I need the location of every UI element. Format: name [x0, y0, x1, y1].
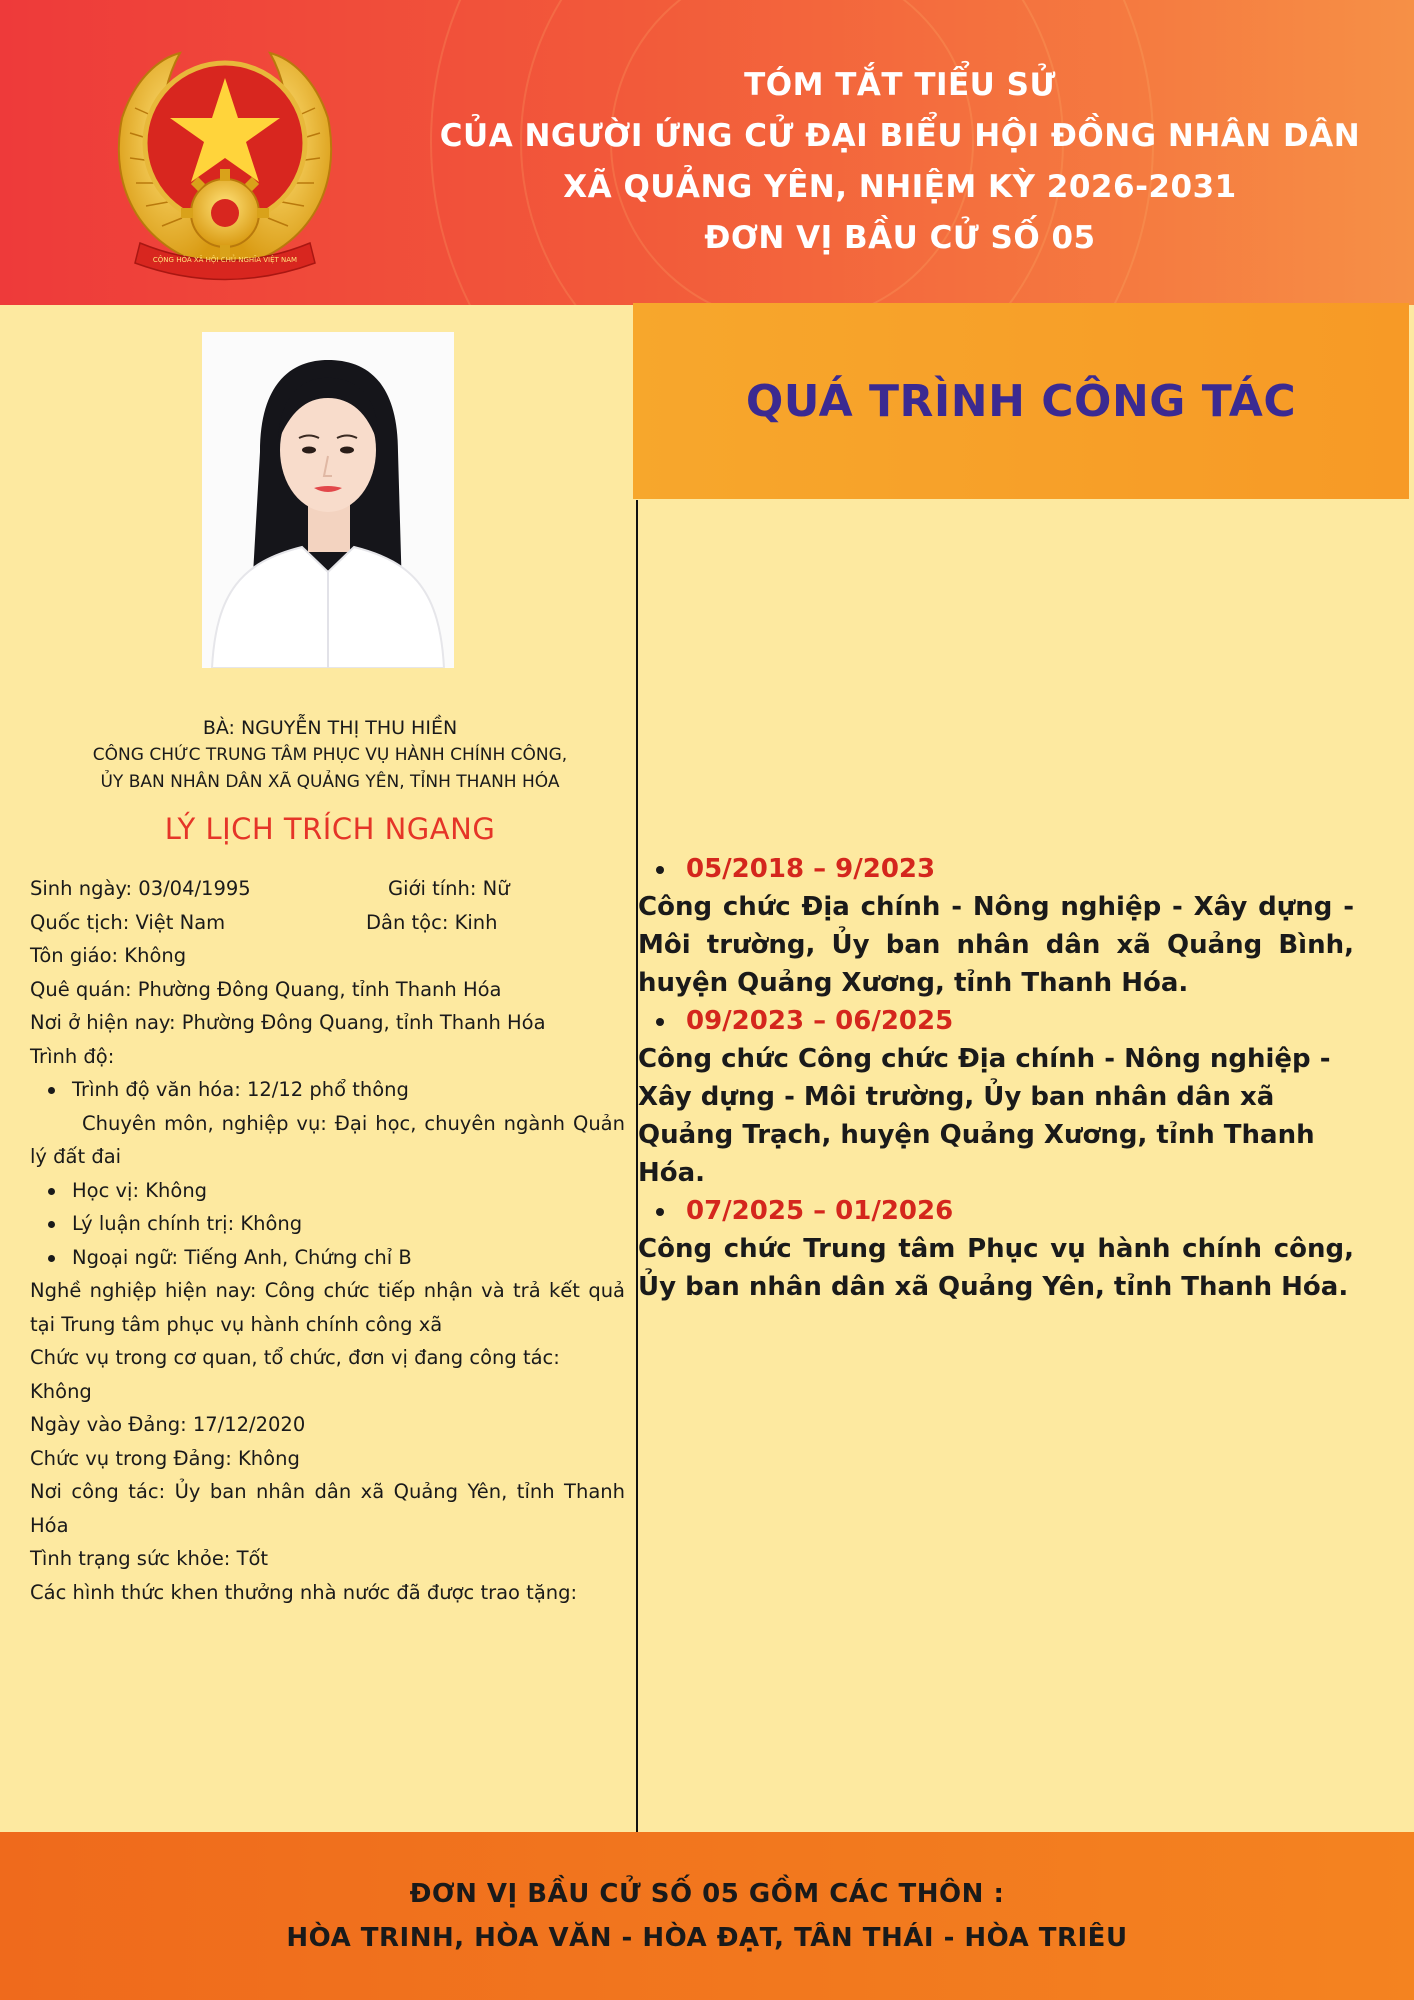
career-section-title: QUÁ TRÌNH CÔNG TÁC	[745, 375, 1297, 427]
specialty: Chuyên môn, nghiệp vụ: Đại học, chuyên ngành Quản lý đất đai	[30, 1111, 625, 1168]
career-header	[633, 303, 1409, 499]
title-line: CỦA NGƯỜI ỨNG CỬ ĐẠI BIỂU HỘI ĐỒNG NHÂN DÂN	[439, 118, 1361, 154]
health-status: Tình trạng sức khỏe: Tốt	[30, 1547, 269, 1570]
emblem-text: CỘNG HÒA XÃ HỘI CHỦ NGHĨA VIỆT NAM	[152, 256, 298, 264]
page-title	[400, 60, 1400, 264]
occupation: Nghề nghiệp hiện nay: Công chức tiếp nhận và trả kết quả tại Trung tâm phục vụ hành chính công xã	[30, 1279, 625, 1336]
footer-line: HÒA TRINH, HÒA VĂN - HÒA ĐẠT, TÂN THÁI - HÒA TRIÊU	[286, 1923, 1128, 1953]
nationality: Quốc tịch: Việt Nam	[30, 910, 226, 934]
residence: Nơi ở hiện nay: Phường Đông Quang, tỉnh Thanh Hóa	[30, 1011, 546, 1034]
bio-details	[30, 872, 625, 1609]
religion: Tôn giáo: Không	[30, 944, 187, 967]
footer-line: ĐƠN VỊ BẦU CỬ SỐ 05 GỒM CÁC THÔN :	[409, 1879, 1005, 1909]
general-education: Trình độ văn hóa: 12/12 phổ thông	[30, 1073, 625, 1107]
title-line: XÃ QUẢNG YÊN, NHIỆM KỲ 2026-2031	[563, 169, 1237, 205]
career-description: Công chức Trung tâm Phục vụ hành chính công, Ủy ban nhân dân xã Quảng Yên, tỉnh Thanh Hóa.	[638, 1234, 1354, 1302]
career-period: 07/2025 – 01/2026	[638, 1192, 1354, 1230]
birth-date: Sinh ngày: 03/04/1995	[30, 877, 251, 900]
candidate-name-block	[30, 715, 630, 796]
hometown: Quê quán: Phường Đông Quang, tỉnh Thanh Hóa	[30, 977, 502, 1001]
bio-row	[30, 872, 625, 906]
workplace: Nơi công tác: Ủy ban nhân dân xã Quảng Yên, tỉnh Thanh Hóa	[30, 1480, 625, 1537]
political-theory: Lý luận chính trị: Không	[30, 1207, 625, 1241]
footer-banner	[0, 1832, 1414, 2000]
candidate-position: ỦY BAN NHÂN DÂN XÃ QUẢNG YÊN, TỈNH THANH HÓA	[100, 772, 560, 792]
education-label: Trình độ:	[30, 1044, 115, 1068]
party-join-date: Ngày vào Đảng: 17/12/2020	[30, 1413, 306, 1436]
gender: Giới tính: Nữ	[388, 877, 510, 900]
awards: Các hình thức khen thưởng nhà nước đã được trao tặng:	[30, 1580, 578, 1604]
bio-row	[30, 906, 625, 940]
header-banner	[0, 0, 1414, 305]
career-description: Công chức Địa chính - Nông nghiệp - Xây dựng - Môi trường, Ủy ban nhân dân xã Quảng Bình, huyện Quảng Xương, tỉnh Thanh Hóa.	[638, 892, 1354, 998]
foreign-language: Ngoại ngữ: Tiếng Anh, Chứng chỉ B	[30, 1241, 625, 1275]
bio-section-title: LÝ LỊCH TRÍCH NGANG	[164, 812, 496, 846]
office-position: Chức vụ trong cơ quan, tổ chức, đơn vị đang công tác: Không	[30, 1346, 560, 1403]
party-position: Chức vụ trong Đảng: Không	[30, 1446, 300, 1470]
ethnicity: Dân tộc: Kinh	[366, 910, 498, 934]
career-timeline	[638, 850, 1354, 1306]
degree: Học vị: Không	[30, 1174, 625, 1208]
national-emblem-icon	[100, 38, 350, 288]
footer-text	[0, 1872, 1414, 1960]
career-period: 05/2018 – 9/2023	[638, 850, 1354, 888]
candidate-portrait	[202, 332, 454, 668]
title-line: TÓM TẮT TIỂU SỬ	[744, 67, 1056, 103]
candidate-name: BÀ: NGUYỄN THỊ THU HIỀN	[202, 717, 458, 739]
career-period: 09/2023 – 06/2025	[638, 1002, 1354, 1040]
career-description: Công chức Công chức Địa chính - Nông nghiệp - Xây dựng - Môi trường, Ủy ban nhân dân xã Quảng Trạch, huyện Quảng Xương, tỉnh Thanh Hóa.	[638, 1044, 1331, 1188]
candidate-position: CÔNG CHỨC TRUNG TÂM PHỤC VỤ HÀNH CHÍNH CÔNG,	[92, 745, 568, 765]
title-line: ĐƠN VỊ BẦU CỬ SỐ 05	[704, 220, 1096, 256]
